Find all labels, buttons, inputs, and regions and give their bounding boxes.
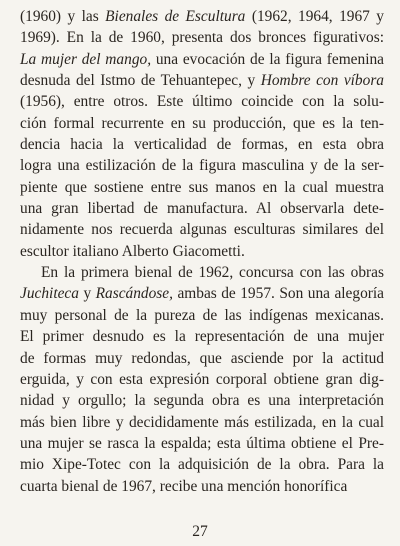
text-line [20,134,384,155]
text-run: de formas muy redondas, que asciende por la actitud [20,349,384,367]
text-line [20,219,384,240]
text-run: escultor italiano Alberto Giacometti. [20,242,245,260]
text-run: (1956), entre otros. Este último coincide con la solu- [20,93,384,111]
text-run: logra una estilización de la figura masculina y de la ser- [20,157,384,175]
italic-text: Bienales de Escultura [105,8,246,25]
text-run: dencia hacia la verticalidad de formas, en esta obra [20,136,384,154]
text-line [20,390,384,411]
text-line [20,305,384,326]
text-run: y [78,285,96,303]
text-run: nidad y orgullo; la segunda obra es una interpretación [20,392,384,410]
text-line [20,6,384,27]
text-line [20,91,384,112]
text-line [20,27,384,48]
text-run: El primer desnudo es la representación de una mujer [20,328,384,346]
text-run: una evocación de la figura femenina [151,50,384,68]
text-line [20,241,384,262]
text-line [20,155,384,176]
text-run: piente que sostiene entre sus manos en la cual muestra [20,178,384,196]
text-run: (1960) y las [20,8,106,25]
text-run: una mujer se rasca la espalda; esta última obtiene el Pre- [20,434,384,452]
italic-text: Rascándose, [95,285,173,303]
text-line [20,283,384,304]
page-body [20,6,384,497]
text-line [20,262,384,283]
text-line [20,113,384,134]
text-line [20,369,384,390]
text-line [20,326,384,347]
page-number: 27 [192,523,208,540]
text-line [20,348,384,369]
italic-text: Juchiteca [20,285,79,303]
text-run: mio Xipe-Totec con la adquisición de la obra. Para la [20,456,384,474]
text-run: desnuda del Istmo de Tehuantepec, y [20,72,261,90]
italic-text: Hombre con víbora [260,72,384,90]
text-run: 1969). En la de 1960, presenta dos bronces figurativos: [20,29,384,47]
text-run: nidamente nos recuerda algunas esculturas similares del [20,221,384,239]
text-run: ambas de 1957. Son una alegoría [172,285,385,303]
text-run: más bien libre y decididamente más estilizada, en la cual [20,413,384,431]
text-run: (1962, 1964, 1967 y [245,8,384,25]
text-line [20,198,384,219]
paragraph [20,6,384,262]
text-run: En la primera bienal de 1962, concursa con las obras [41,264,384,282]
text-line [20,454,384,475]
text-line [20,49,384,70]
text-line [20,412,384,433]
text-run: ción formal recurrente en su producción, que es la ten- [20,114,384,132]
italic-text: La mujer del mango, [20,50,152,68]
text-line [20,70,384,91]
text-run: cuarta bienal de 1967, recibe una mención honorífica [20,477,348,495]
text-run: erguida, y con esta expresión corporal obtiene gran dig- [20,370,384,388]
text-run: una gran libertad de manufactura. Al observarla dete- [20,200,384,218]
paragraph [20,262,384,497]
text-line [20,433,384,454]
text-line [20,476,384,497]
text-run: muy personal de la pureza de las indígenas mexicanas. [20,306,384,324]
text-line [20,177,384,198]
